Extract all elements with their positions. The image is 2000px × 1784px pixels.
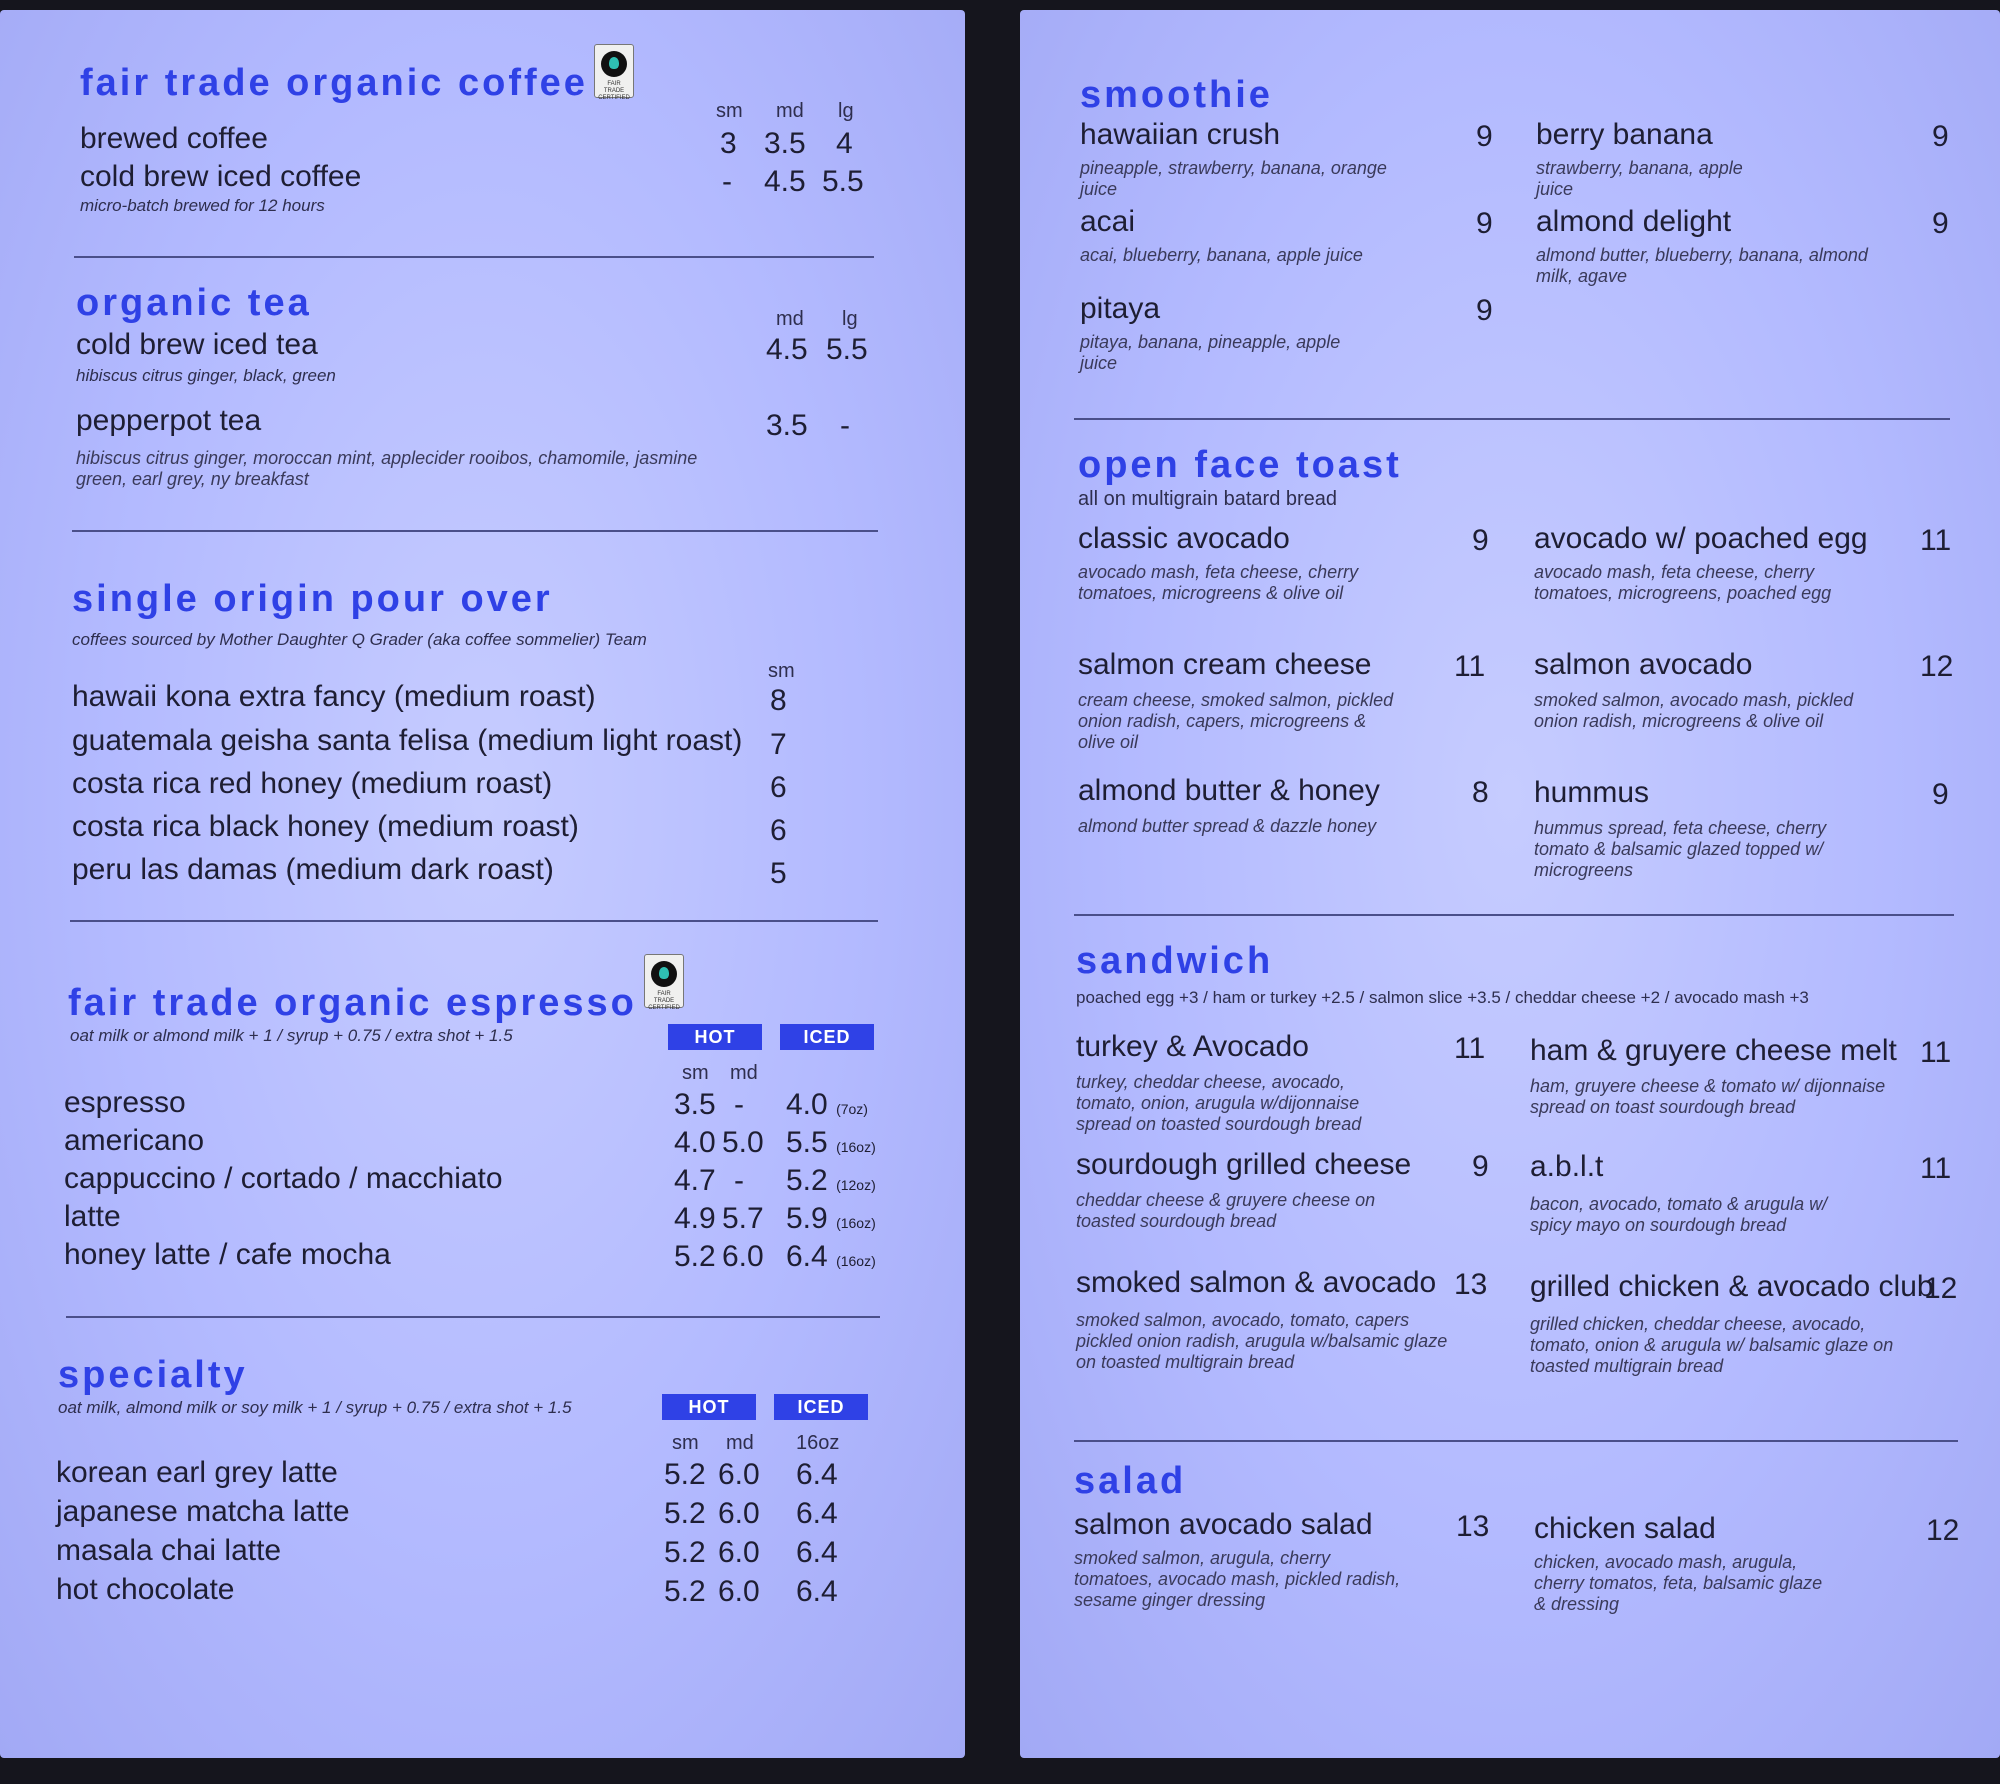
col-sm: sm [716, 100, 743, 122]
specialty-note: oat milk, almond milk or soy milk + 1 / syrup + 0.75 / extra shot + 1.5 [58, 1398, 572, 1417]
col-md: md [730, 1062, 758, 1084]
price-md: 5.0 [722, 1126, 764, 1159]
hot-badge: HOT [668, 1024, 762, 1050]
menu-item-name: costa rica red honey (medium roast) [72, 767, 553, 800]
menu-item-name: japanese matcha latte [56, 1495, 350, 1528]
item-description: cream cheese, smoked salmon, pickled onion radish, capers, microgreens & olive oil [1078, 690, 1394, 752]
menu-item-name: honey latte / cafe mocha [64, 1238, 391, 1271]
col-16oz: 16oz [796, 1432, 840, 1454]
menu-item-name: cold brew iced tea [76, 328, 318, 361]
menu-item-name: berry banana [1536, 118, 1713, 151]
fair-trade-logo-icon: FAIR TRADE CERTIFIED [644, 954, 684, 1008]
price-md: - [734, 1088, 744, 1121]
item-price: 11 [1920, 1152, 1952, 1185]
menu-item-name: pitaya [1080, 292, 1161, 325]
price-iced: 6.4 [796, 1575, 838, 1608]
sandwich-heading: sandwich [1076, 940, 1274, 982]
item-price: 9 [1932, 120, 1949, 153]
menu-item-name: americano [64, 1124, 205, 1157]
menu-item-name: pepperpot tea [76, 404, 262, 437]
price-sm: 5.2 [664, 1575, 706, 1608]
pourover-note: coffees sourced by Mother Daughter Q Grader (aka coffee sommelier) Team [72, 630, 647, 649]
item-description: grilled chicken, cheddar cheese, avocado, tomato, onion & arugula w/ balsamic glaze on toasted multigrain bread [1530, 1314, 1894, 1376]
price-lg: - [840, 409, 850, 442]
menu-item-name: classic avocado [1078, 522, 1290, 555]
price-md: 3.5 [764, 127, 806, 160]
salad-heading: salad [1074, 1460, 1187, 1502]
price-sm: 6 [770, 771, 787, 804]
item-price: 9 [1476, 120, 1493, 153]
col-sm: sm [768, 660, 795, 682]
iced-badge: ICED [780, 1024, 874, 1050]
price-sm: 5 [770, 857, 787, 890]
price-lg: 5.5 [826, 333, 868, 366]
item-description: smoked salmon, avocado mash, pickled onion radish, microgreens & olive oil [1534, 690, 1854, 731]
menu-item-name: hummus [1534, 776, 1650, 809]
col-md: md [776, 100, 804, 122]
menu-item-name: ham & gruyere cheese melt [1530, 1034, 1897, 1067]
menu-item-name: salmon avocado [1534, 648, 1753, 681]
menu-item-name: korean earl grey latte [56, 1456, 338, 1489]
item-description: bacon, avocado, tomato & arugula w/ spicy mayo on sourdough bread [1530, 1194, 1828, 1235]
col-lg: lg [838, 100, 854, 122]
smoothie-heading: smoothie [1080, 74, 1273, 116]
menu-item-name: acai [1080, 205, 1136, 238]
menu-item-name: almond delight [1536, 205, 1732, 238]
price-iced: 5.9 (16oz) [786, 1202, 876, 1235]
price-md: 3.5 [766, 409, 808, 442]
price-sm: 3.5 [674, 1088, 716, 1121]
left-menu-board [0, 10, 965, 1758]
menu-item-name: costa rica black honey (medium roast) [72, 810, 579, 843]
menu-item-name: cold brew iced coffee [80, 160, 362, 193]
coffee-heading: fair trade organic coffee [80, 62, 588, 104]
espresso-note: oat milk or almond milk + 1 / syrup + 0.75 / extra shot + 1.5 [70, 1026, 513, 1045]
item-description: avocado mash, feta cheese, cherry tomatoes, microgreens, poached egg [1534, 562, 1832, 603]
divider [1074, 914, 1954, 916]
menu-item-name: hawaii kona extra fancy (medium roast) [72, 680, 596, 713]
espresso-heading: fair trade organic espresso [68, 982, 637, 1024]
right-menu-board [1020, 10, 2000, 1758]
menu-item-name: cappuccino / cortado / macchiato [64, 1162, 503, 1195]
iced-badge: ICED [774, 1394, 868, 1420]
item-price: 8 [1472, 776, 1489, 809]
menu-item-name: guatemala geisha santa felisa (medium light roast) [72, 724, 743, 757]
price-sm: 4.0 [674, 1126, 716, 1159]
divider [70, 920, 878, 922]
menu-item-name: hawaiian crush [1080, 118, 1281, 151]
item-description: hibiscus citrus ginger, moroccan mint, applecider rooibos, chamomile, jasmine green, earl grey, ny breakfast [76, 448, 698, 489]
item-description: pitaya, banana, pineapple, apple juice [1080, 332, 1341, 373]
price-sm: 7 [770, 728, 787, 761]
item-price: 11 [1920, 524, 1952, 557]
menu-item-name: a.b.l.t [1530, 1150, 1604, 1183]
item-description: almond butter, blueberry, banana, almond milk, agave [1536, 245, 1868, 286]
item-description: ham, gruyere cheese & tomato w/ dijonnaise spread on toast sourdough bread [1530, 1076, 1886, 1117]
item-description: acai, blueberry, banana, apple juice [1080, 245, 1363, 265]
item-description: cheddar cheese & gruyere cheese on toasted sourdough bread [1076, 1190, 1376, 1231]
menu-item-name: espresso [64, 1086, 186, 1119]
price-iced: 5.5 (16oz) [786, 1126, 876, 1159]
price-md: 4.5 [766, 333, 808, 366]
menu-item-name: avocado w/ poached egg [1534, 522, 1868, 555]
price-iced: 6.4 (16oz) [786, 1240, 876, 1273]
item-price: 11 [1454, 1032, 1486, 1065]
menu-item-name: smoked salmon & avocado [1076, 1266, 1437, 1299]
price-iced: 6.4 [796, 1458, 838, 1491]
sandwich-note: poached egg +3 / ham or turkey +2.5 / salmon slice +3.5 / cheddar cheese +2 / avocado mash +3 [1076, 988, 1809, 1007]
item-description: hummus spread, feta cheese, cherry tomato & balsamic glazed topped w/ microgreens [1534, 818, 1827, 880]
col-md: md [776, 308, 804, 330]
item-price: 11 [1454, 650, 1486, 683]
price-lg: 5.5 [822, 165, 864, 198]
item-description: pineapple, strawberry, banana, orange juice [1080, 158, 1387, 199]
menu-item-name: masala chai latte [56, 1534, 282, 1567]
item-price: 12 [1924, 1272, 1958, 1305]
item-note: hibiscus citrus ginger, black, green [76, 366, 336, 385]
price-md: 6.0 [722, 1240, 764, 1273]
col-md: md [726, 1432, 754, 1454]
toast-heading: open face toast [1078, 444, 1402, 486]
divider [1074, 418, 1950, 420]
menu-item-name: salmon avocado salad [1074, 1508, 1373, 1541]
price-sm: 4.7 [674, 1164, 716, 1197]
price-sm: 5.2 [674, 1240, 716, 1273]
price-md: 6.0 [718, 1536, 760, 1569]
col-lg: lg [842, 308, 858, 330]
menu-item-name: turkey & Avocado [1076, 1030, 1309, 1063]
item-price: 13 [1456, 1510, 1490, 1543]
item-price: 12 [1926, 1514, 1960, 1547]
item-description: almond butter spread & dazzle honey [1078, 816, 1377, 836]
col-sm: sm [682, 1062, 709, 1084]
tea-heading: organic tea [76, 282, 312, 324]
menu-item-name: peru las damas (medium dark roast) [72, 853, 554, 886]
price-iced: 5.2 (12oz) [786, 1164, 876, 1197]
item-price: 13 [1454, 1268, 1488, 1301]
price-md: 6.0 [718, 1497, 760, 1530]
price-iced: 4.0 (7oz) [786, 1088, 868, 1121]
divider [72, 530, 878, 532]
hot-badge: HOT [662, 1394, 756, 1420]
price-sm: 3 [720, 127, 737, 160]
price-sm: 5.2 [664, 1458, 706, 1491]
price-md: 6.0 [718, 1575, 760, 1608]
pourover-heading: single origin pour over [72, 578, 553, 620]
item-description: avocado mash, feta cheese, cherry tomatoes, microgreens & olive oil [1078, 562, 1359, 603]
item-description: smoked salmon, avocado, tomato, capers pickled onion radish, arugula w/balsamic glaze on toasted multigrain bread [1076, 1310, 1448, 1372]
col-sm: sm [672, 1432, 699, 1454]
item-description: strawberry, banana, apple juice [1536, 158, 1743, 199]
specialty-heading: specialty [58, 1354, 248, 1396]
menu-item-name: chicken salad [1534, 1512, 1716, 1545]
menu-item-name: almond butter & honey [1078, 774, 1380, 807]
menu-item-name: salmon cream cheese [1078, 648, 1372, 681]
item-price: 9 [1472, 1150, 1489, 1183]
item-description: turkey, cheddar cheese, avocado, tomato, onion, arugula w/dijonnaise spread on toasted sourdough bread [1076, 1072, 1362, 1134]
item-price: 9 [1932, 778, 1949, 811]
price-sm: 6 [770, 814, 787, 847]
item-description: smoked salmon, arugula, cherry tomatoes, avocado mash, pickled radish, sesame ginger dressing [1074, 1548, 1401, 1610]
price-md: 6.0 [718, 1458, 760, 1491]
divider [66, 1316, 880, 1318]
price-md: - [734, 1164, 744, 1197]
item-price: 9 [1932, 207, 1949, 240]
price-sm: - [722, 165, 732, 198]
item-price: 9 [1476, 207, 1493, 240]
price-lg: 4 [836, 127, 853, 160]
menu-item-name: brewed coffee [80, 122, 268, 155]
price-iced: 6.4 [796, 1536, 838, 1569]
item-description: chicken, avocado mash, arugula, cherry tomatos, feta, balsamic glaze & dressing [1534, 1552, 1823, 1614]
menu-item-name: sourdough grilled cheese [1076, 1148, 1412, 1181]
price-md: 4.5 [764, 165, 806, 198]
price-sm: 5.2 [664, 1497, 706, 1530]
menu-item-name: hot chocolate [56, 1573, 235, 1606]
item-note: micro-batch brewed for 12 hours [80, 196, 325, 215]
fair-trade-logo-icon: FAIR TRADE CERTIFIED [594, 44, 634, 98]
price-sm: 5.2 [664, 1536, 706, 1569]
price-sm: 4.9 [674, 1202, 716, 1235]
price-md: 5.7 [722, 1202, 764, 1235]
price-iced: 6.4 [796, 1497, 838, 1530]
item-price: 12 [1920, 650, 1954, 683]
item-price: 9 [1472, 524, 1489, 557]
item-price: 9 [1476, 294, 1493, 327]
toast-note: all on multigrain batard bread [1078, 488, 1338, 510]
divider [74, 256, 874, 258]
divider [1074, 1440, 1958, 1442]
item-price: 11 [1920, 1036, 1952, 1069]
menu-item-name: latte [64, 1200, 121, 1233]
menu-item-name: grilled chicken & avocado club [1530, 1270, 1934, 1303]
price-sm: 8 [770, 684, 787, 717]
